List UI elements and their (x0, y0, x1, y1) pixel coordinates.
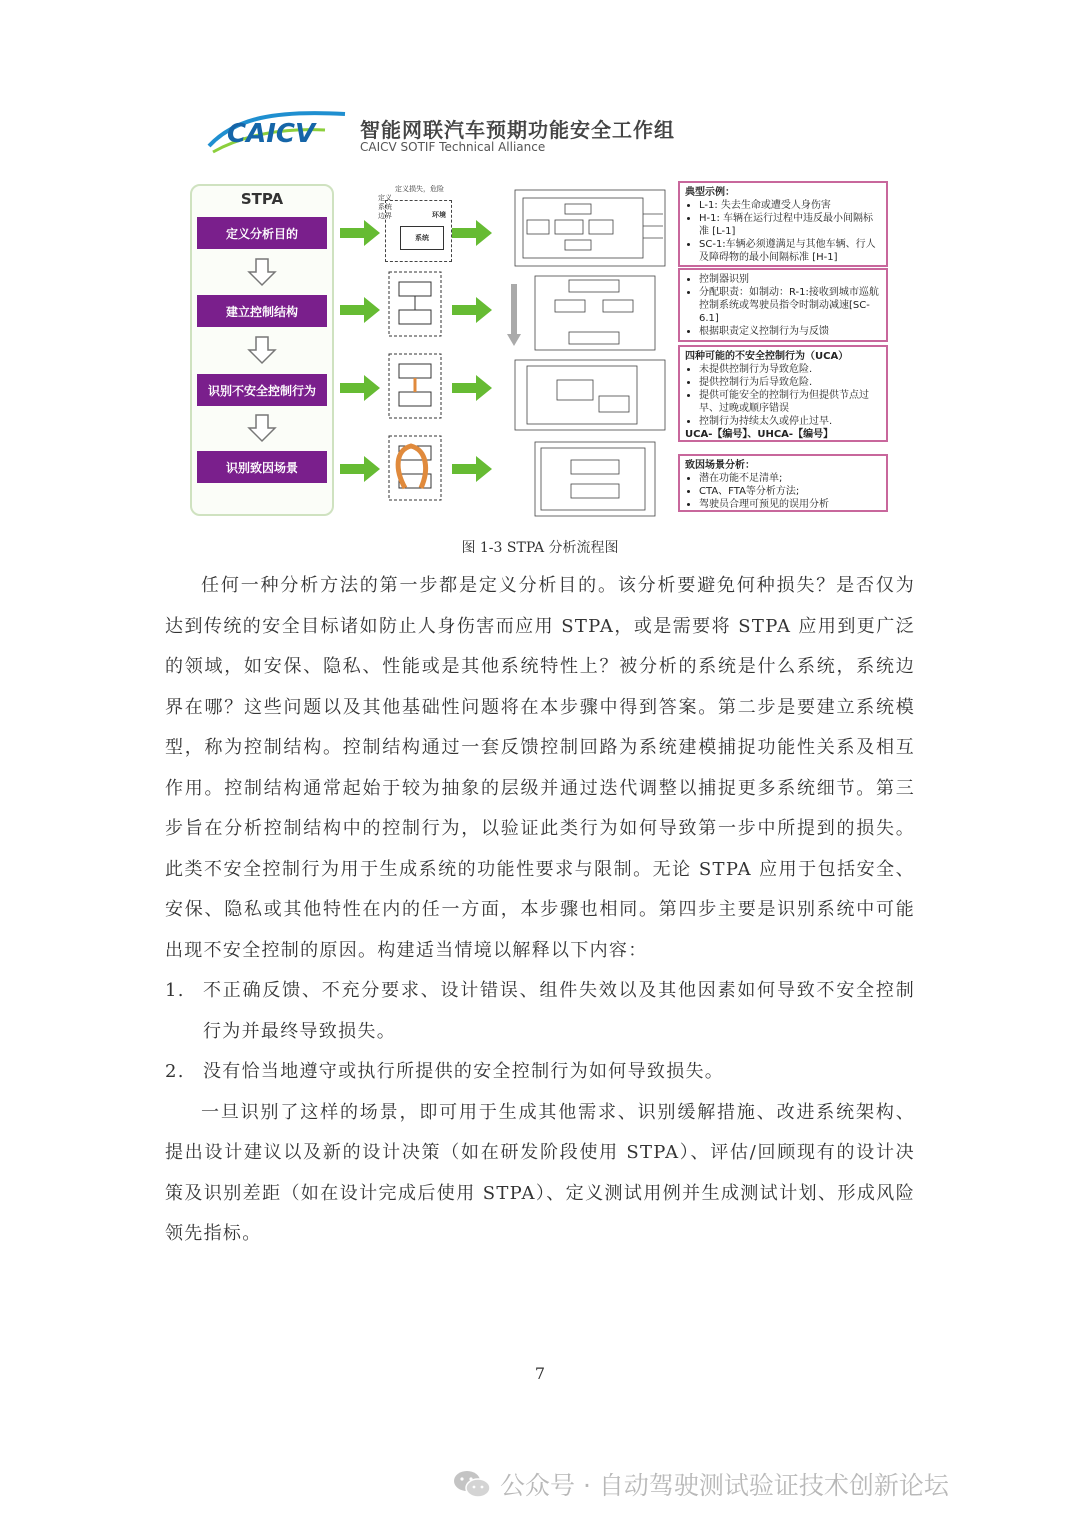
uca-footer: UCA-【编号】、UHCA-【编号】 (685, 429, 834, 440)
green-arrow-icon (340, 375, 380, 401)
alliance-title-en: CAICV SOTIF Technical Alliance (360, 140, 546, 154)
page-number: 7 (534, 1364, 546, 1383)
controller-item: • 根据职责定义控制行为与反馈 (699, 325, 881, 338)
green-arrow-icon (452, 456, 492, 482)
example-item: • H-1: 车辆在运行过程中违反最小间隔标准 [L-1] (699, 212, 881, 238)
detailed-diagram-thumbnails (505, 184, 673, 520)
environment-label: 环境 (432, 211, 446, 219)
losses-hazards-label: 定义损失，危险 (395, 185, 444, 193)
stpa-label: STPA (240, 190, 284, 208)
down-arrow-icon (247, 257, 277, 287)
uca-heading: 四种可能的不安全控制行为（UCA） (685, 351, 849, 362)
system-box: 系统 (400, 226, 444, 250)
control-loop-schematics (385, 270, 445, 520)
green-arrow-icon (340, 297, 380, 323)
step-causal-scenarios: 识别致因场景 (197, 451, 327, 483)
list-text: 没有恰当地遵守或执行所提供的安全控制行为如何导致损失。 (203, 1061, 725, 1082)
uca-box (678, 345, 888, 442)
list-number: 1. (165, 980, 185, 1001)
caicv-logo (205, 108, 353, 156)
controller-item: • 控制器识别 (699, 273, 881, 286)
list-item (165, 1052, 915, 1093)
controller-box (678, 268, 888, 342)
step-control-structure: 建立控制结构 (197, 295, 327, 327)
causal-item: • 驾驶员合理可预见的误用分析 (699, 498, 881, 511)
typical-examples-box (678, 181, 888, 267)
examples-heading: 典型示例： (685, 187, 735, 198)
wechat-icon (452, 1468, 492, 1500)
svg-text:CAICV: CAICV (227, 119, 316, 149)
step-identify-uca: 识别不安全控制行为 (197, 374, 327, 406)
paragraph: 一旦识别了这样的场景，即可用于生成其他需求、识别缓解措施、改进系统架构、提出设计建议以及新的设计决策（如在研发阶段使用 STPA）、评估/回顾现有的设计决策及识别差距（如在设计完成后使用 STPA）、定义测试用例并生成测试计划、形成风险领先指标。 (165, 1101, 915, 1244)
uca-item: • 未提供控制行为导致危险. (699, 363, 881, 376)
list-item (165, 971, 915, 1052)
watermark-text: 公众号 · 自动驾驶测试验证技术创新论坛 (500, 1471, 949, 1500)
green-arrow-icon (340, 456, 380, 482)
down-arrow-icon (247, 335, 277, 365)
figure-caption: 图 1-3 STPA 分析流程图 (461, 540, 619, 556)
list-number: 2. (165, 1061, 185, 1082)
uca-item: • 提供控制行为后导致危险. (699, 376, 881, 389)
system-boundary-label: 定义 系统 边界 (378, 194, 392, 220)
green-arrow-icon (452, 220, 492, 246)
causal-scenario-box (678, 454, 888, 512)
controller-item: • 分配职责：如制动：R-1:接收到城市巡航控制系统或驾驶员指令时制动减速[SC-6.1] (699, 286, 881, 325)
paragraph: 任何一种分析方法的第一步都是定义分析目的。该分析要避免何种损失？是否仅为达到传统的安全目标诸如防止人身伤害而应用 STPA，或是需要将 STPA 应用到更广泛的领域，如安保、隐私、性能或是其他系统特性上？被分析的系统是什么系统，系统边界在哪？这些问题以及其他基础性问题将在本步骤中得到答案。第二步是要建立系统模型，称为控制结构。控制结构通过一套反馈控制回路为系统建模捕捉功能性关系及相互作用。控制结构通常起始于较为抽象的层级并通过迭代调整以捕捉更多系统细节。第三步旨在分析控制结构中的控制行为，以验证此类行为如何导致第一步中所提到的损失。此类不安全控制行为用于生成系统的功能性要求与限制。无论 STPA 应用于包括安全、安保、隐私或其他特性在内的任一方面，本步骤也相同。第四步主要是识别系统中可能出现不安全控制的原因。构建适当情境以解释以下内容： (165, 575, 915, 961)
causal-item: • 潜在功能不足清单; (699, 472, 881, 485)
body-text (165, 566, 915, 1255)
step-define-purpose: 定义分析目的 (197, 217, 327, 249)
wechat-watermark (452, 1464, 949, 1504)
alliance-title-cn: 智能网联汽车预期功能安全工作组 (360, 118, 675, 142)
down-arrow-icon (247, 413, 277, 443)
green-arrow-icon (340, 220, 380, 246)
causal-item: • CTA、FTA等分析方法; (699, 485, 881, 498)
uca-item: • 控制行为持续太久或停止过早. (699, 415, 881, 428)
list-text: 不正确反馈、不充分要求、设计错误、组件失效以及其他因素如何导致不安全控制行为并最终导致损失。 (203, 980, 915, 1042)
green-arrow-icon (452, 297, 492, 323)
example-item: • L-1: 失去生命或遭受人身伤害 (699, 199, 881, 212)
causal-heading: 致因场景分析： (685, 460, 755, 471)
example-item: • SC-1:车辆必须遵满足与其他车辆、行人及障碍物的最小间隔标准 [H-1] (699, 238, 881, 264)
green-arrow-icon (452, 375, 492, 401)
uca-item: • 提供可能安全的控制行为但提供节点过早、过晚或顺序错误 (699, 389, 881, 415)
